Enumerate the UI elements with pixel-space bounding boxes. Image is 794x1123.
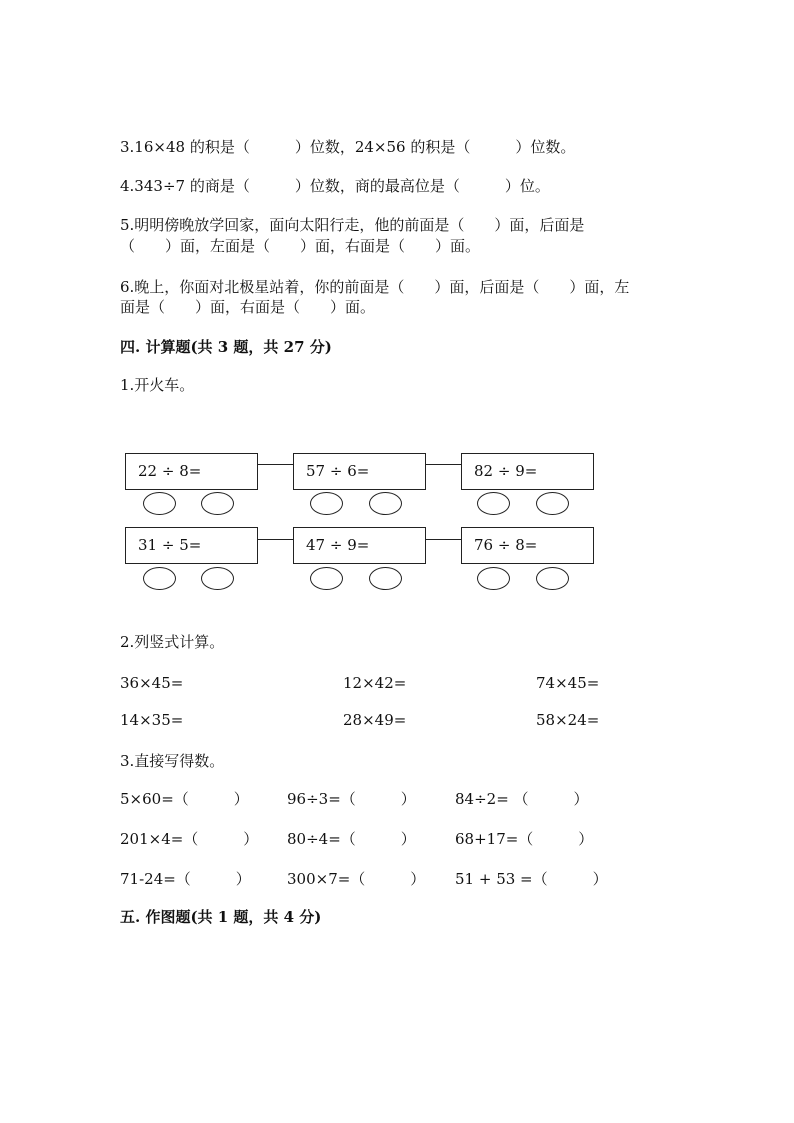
vertical-calc-item: 14×35= [120, 711, 184, 729]
train-coupler [426, 539, 461, 540]
vertical-calc-title: 2.列竖式计算。 [120, 633, 225, 651]
train-car-expression: 82 ÷ 9= [474, 462, 538, 480]
train-car [125, 453, 258, 490]
train-car [125, 527, 258, 564]
train-wheel [143, 492, 176, 515]
train-wheel [369, 567, 402, 590]
train-wheel [201, 567, 234, 590]
vertical-calc-item: 58×24= [536, 711, 600, 729]
vertical-calc-item: 36×45= [120, 674, 184, 692]
train-car-expression: 76 ÷ 8= [474, 536, 538, 554]
section-4-heading: 四. 计算题(共 3 题，共 27 分) [120, 338, 332, 356]
direct-calc-item: 84÷2= （ ） [455, 790, 589, 808]
question-4: 4.343÷7 的商是（ ）位数，商的最高位是（ ）位。 [120, 177, 550, 195]
train-wheel [310, 492, 343, 515]
question-5-line-1: 5.明明傍晚放学回家，面向太阳行走，他的前面是（ ）面，后面是 [120, 216, 585, 234]
train-car [461, 527, 594, 564]
vertical-calc-item: 12×42= [343, 674, 407, 692]
train-wheel [310, 567, 343, 590]
train-car-expression: 57 ÷ 6= [306, 462, 370, 480]
direct-calc-item: 96÷3=（ ） [287, 790, 416, 808]
train-wheel [477, 567, 510, 590]
question-3: 3.16×48 的积是（ ）位数，24×56 的积是（ ）位数。 [120, 138, 576, 156]
section-5-heading: 五. 作图题(共 1 题，共 4 分) [120, 908, 322, 926]
train-wheel [536, 492, 569, 515]
train-car-expression: 47 ÷ 9= [306, 536, 370, 554]
train-car [293, 453, 426, 490]
direct-calc-item: 71-24=（ ） [120, 870, 251, 888]
direct-calc-item: 201×4=（ ） [120, 830, 259, 848]
question-6-line-1: 6.晚上，你面对北极星站着，你的前面是（ ）面，后面是（ ）面，左 [120, 278, 630, 296]
direct-calc-item: 68+17=（ ） [455, 830, 594, 848]
train-wheel [143, 567, 176, 590]
train-wheel [369, 492, 402, 515]
direct-calc-title: 3.直接写得数。 [120, 752, 225, 770]
train-coupler [258, 464, 293, 465]
train-car-expression: 22 ÷ 8= [138, 462, 202, 480]
train-car [293, 527, 426, 564]
train-wheel [536, 567, 569, 590]
train-coupler [426, 464, 461, 465]
question-5-line-2: （ ）面，左面是（ ）面，右面是（ ）面。 [120, 237, 481, 255]
question-6-line-2: 面是（ ）面，右面是（ ）面。 [120, 298, 376, 316]
vertical-calc-item: 74×45= [536, 674, 600, 692]
train-coupler [258, 539, 293, 540]
direct-calc-item: 80÷4=（ ） [287, 830, 416, 848]
vertical-calc-item: 28×49= [343, 711, 407, 729]
direct-calc-item: 5×60=（ ） [120, 790, 249, 808]
train-car-expression: 31 ÷ 5= [138, 536, 202, 554]
train-wheel [201, 492, 234, 515]
direct-calc-item: 300×7=（ ） [287, 870, 426, 888]
train-title: 1.开火车。 [120, 376, 195, 394]
direct-calc-item: 51 + 53 =（ ） [455, 870, 608, 888]
train-wheel [477, 492, 510, 515]
train-car [461, 453, 594, 490]
